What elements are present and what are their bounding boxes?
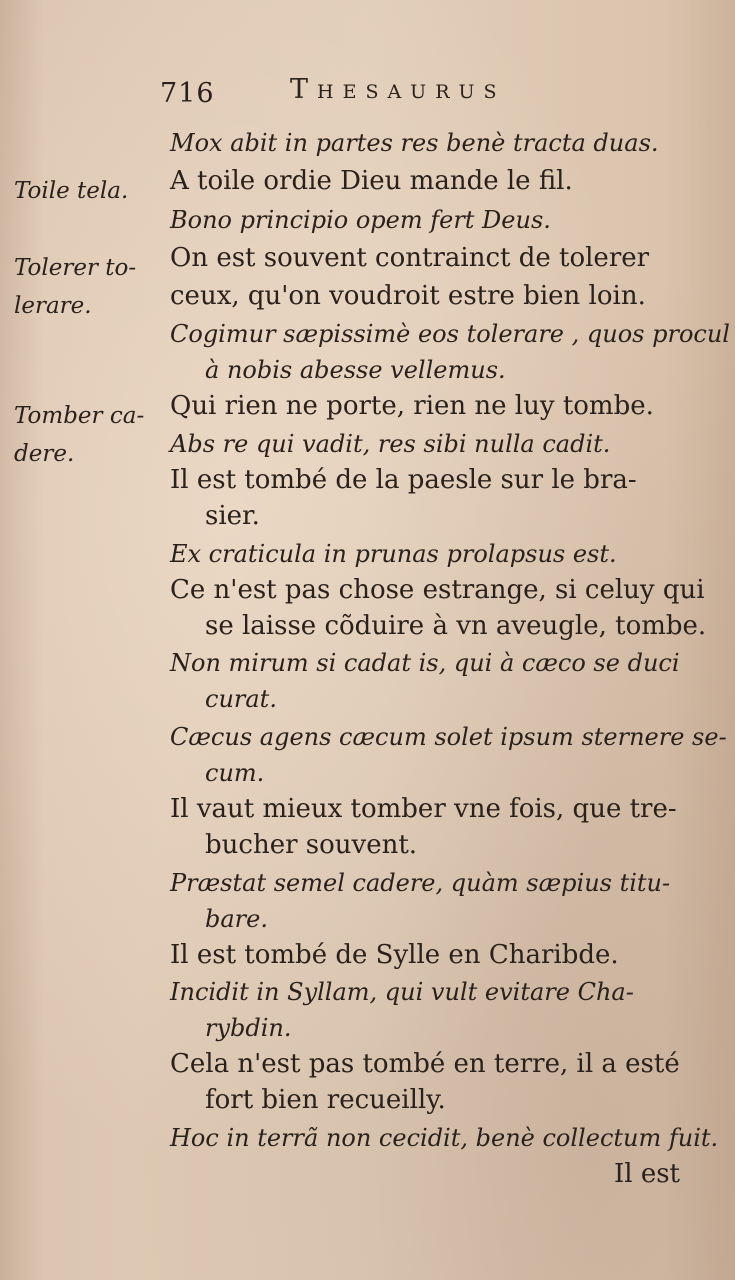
text-line: Cogimur sæpissimè eos tolerare , quos procul: [170, 320, 730, 348]
text-line: cum.: [205, 759, 265, 787]
text-line: sier.: [205, 501, 260, 531]
text-line: Cela n'est pas tombé en terre, il a esté: [170, 1049, 680, 1079]
text-line: Il vaut mieux tomber vne fois, que tre-: [170, 794, 677, 824]
margin-note-tomber: Tomber ca-: [14, 403, 145, 429]
text-line: bare.: [205, 905, 268, 933]
text-line: Incidit in Syllam, qui vult evitare Cha-: [170, 978, 634, 1006]
page-number: 716: [160, 78, 215, 109]
text-line: Non mirum si cadat is, qui à cæco se duci: [170, 649, 680, 677]
text-line: Il est tombé de Sylle en Charibde.: [170, 940, 619, 970]
text-line: A toile ordie Dieu mande le fil.: [170, 166, 573, 196]
margin-note-tolerer-cont: lerare.: [14, 293, 92, 319]
text-line: bucher souvent.: [205, 830, 418, 860]
text-line: Ex craticula in prunas prolapsus est.: [170, 540, 617, 568]
text-line: Mox abit in partes res benè tracta duas.: [170, 129, 659, 157]
page-header: [160, 70, 630, 110]
margin-note-tomber-cont: dere.: [14, 441, 75, 467]
text-line: à nobis abesse vellemus.: [205, 356, 506, 384]
text-line: Qui rien ne porte, rien ne luy tombe.: [170, 391, 654, 421]
text-line: On est souvent contrainct de tolerer: [170, 243, 650, 273]
text-line: ceux, qu'on voudroit estre bien loin.: [170, 281, 646, 311]
text-line: rybdin.: [205, 1014, 292, 1042]
text-line: Hoc in terrã non cecidit, benè collectum fuit.: [170, 1124, 719, 1152]
text-line: Il est tombé de la paesle sur le bra-: [170, 465, 637, 495]
text-line: Abs re qui vadit, res sibi nulla cadit.: [170, 430, 611, 458]
margin-note-tolerer: Tolerer to-: [14, 255, 137, 281]
text-line: Bono principio opem fert Deus.: [170, 206, 551, 234]
margin-note-toile: Toile tela.: [14, 178, 129, 204]
catchword: Il est: [613, 1159, 680, 1189]
text-line: Cæcus agens cæcum solet ipsum sternere se-: [170, 723, 727, 751]
text-line: fort bien recueilly.: [205, 1085, 446, 1115]
text-line: Ce n'est pas chose estrange, si celuy qui: [170, 575, 705, 605]
text-line: curat.: [205, 685, 277, 713]
text-line: se laisse cõduire à vn aveugle, tombe.: [205, 611, 707, 641]
text-line: Præstat semel cadere, quàm sæpius titu-: [170, 869, 671, 897]
running-head: Thesaurus: [290, 74, 506, 105]
